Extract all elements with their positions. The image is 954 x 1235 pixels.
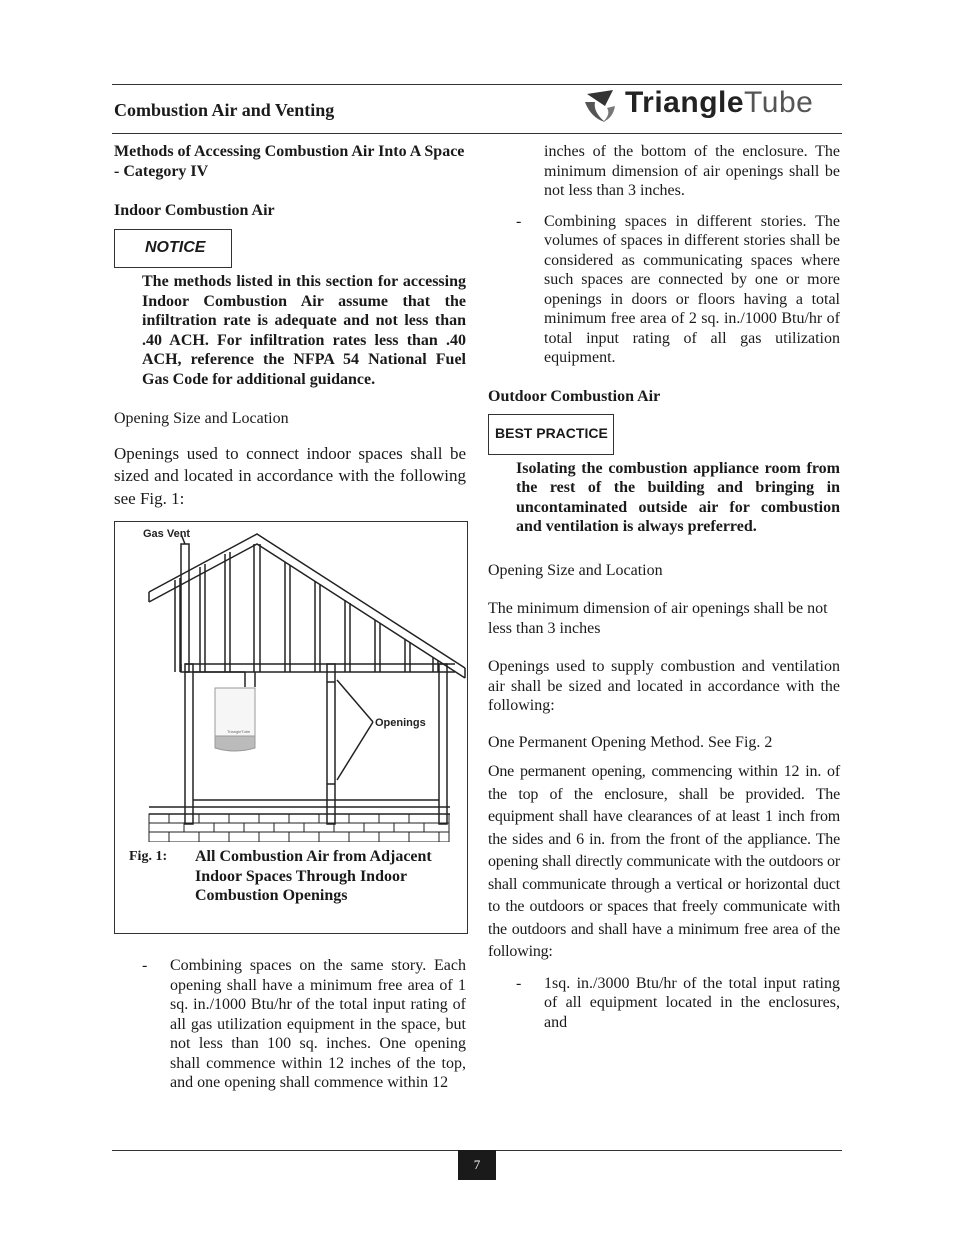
list-dash: - bbox=[516, 212, 522, 230]
outdoor-heading: Outdoor Combustion Air bbox=[488, 387, 661, 405]
figure-caption-text: All Combustion Air from Adjacent Indoor Spaces Through Indoor Combustion Openings bbox=[195, 848, 432, 904]
boiler-brand-label: TriangleTube bbox=[227, 729, 251, 734]
building-diagram bbox=[115, 522, 467, 842]
list-item bbox=[488, 974, 840, 1033]
logo-wordmark bbox=[625, 86, 813, 120]
openings-label: Openings bbox=[375, 717, 426, 729]
list-item bbox=[488, 212, 840, 368]
best-practice-text: Isolating the combustion appliance room from the rest of the building and bringing in uncontaminated outside air for combustion and ventilation is always preferred. bbox=[516, 459, 840, 535]
methods-heading: Methods of Accessing Combustion Air Into A Space - Category IV bbox=[114, 143, 465, 180]
one-permanent-opening-heading: One Permanent Opening Method. See Fig. 2 bbox=[488, 733, 773, 751]
section-title: Combustion Air and Venting bbox=[114, 100, 335, 120]
bullet-same-story-continued: inches of the bottom of the enclosure. The minimum dimension of air openings shall be not less than 3 inches. bbox=[544, 143, 840, 199]
page-number: 7 bbox=[458, 1150, 496, 1180]
min-dimension-text: The minimum dimension of air openings shall be not less than 3 inches bbox=[488, 600, 828, 637]
right-column bbox=[488, 142, 840, 1032]
list-item bbox=[114, 956, 466, 1093]
indoor-heading: Indoor Combustion Air bbox=[114, 202, 275, 219]
gas-vent-label: Gas Vent bbox=[143, 528, 191, 540]
best-practice-label: BEST PRACTICE bbox=[488, 414, 614, 455]
header-top-rule bbox=[112, 84, 842, 85]
opening-text: Openings used to connect indoor spaces shall be sized and located in accordance with the following see Fig. 1: bbox=[114, 443, 466, 508]
list-dash: - bbox=[142, 957, 148, 974]
list-item bbox=[488, 142, 840, 201]
logo-wordmark-bold: Triangle bbox=[625, 86, 745, 119]
one-permanent-opening-text: One permanent opening, commencing within 12 in. of the top of the enclosure, shall be provided. The equipment shall have clearances of at least 1 inch from the sides and 6 in. from the front of the appliance. The opening shall directly communicate with the outdoors or shall communicate through a vertical or horizontal duct to the outdoors or spaces that freely communicate with the outdoors and shall have a minimum free area of the following: bbox=[488, 763, 840, 960]
left-column bbox=[114, 142, 466, 1093]
triangle-tube-logo bbox=[583, 88, 843, 126]
boiler-unit bbox=[215, 688, 255, 751]
openings-supply-text: Openings used to supply combustion and ventilation air shall be sized and located in accordance with the following: bbox=[488, 658, 840, 714]
figure-1 bbox=[114, 521, 468, 934]
bullet-input-rating: 1sq. in./3000 Btu/hr of the total input rating of all equipment located in the enclosures, and bbox=[544, 974, 840, 1031]
opening-size-label-outdoor: Opening Size and Location bbox=[488, 561, 663, 579]
notice-text: The methods listed in this section for accessing Indoor Combustion Air assume that the infiltration rate is adequate and not less than .40 ACH. For infiltration rates less than .40 ACH, reference the NFPA 54 National Fuel Gas Code for additional guidance. bbox=[142, 273, 466, 388]
logo-wordmark-light: Tube bbox=[744, 86, 814, 119]
figure-caption-label: Fig. 1: bbox=[129, 849, 168, 864]
bullet-different-stories: Combining spaces in different stories. The volumes of spaces in different stories shall be considered as communicating spaces where such spaces are connected by one or more openings in doors or floors having a total minimum free area of 2 sq. in./1000 Btu/hr of total input rating of all gas utilization equipment. bbox=[544, 212, 840, 366]
opening-size-label: Opening Size and Location bbox=[114, 410, 289, 427]
triangle-tube-logo-icon bbox=[583, 88, 617, 124]
list-dash: - bbox=[516, 974, 522, 992]
notice-label: NOTICE bbox=[114, 229, 232, 269]
header-bottom-rule bbox=[112, 133, 842, 134]
bullet-same-story: Combining spaces on the same story. Each opening shall have a minimum free area of 1 sq. in./1000 Btu/hr of the total input rating of all gas utilization equipment in the space, but not less than 100 sq. inches. One opening shall commence within 12 inches of the top, and one opening shall commence within 12 bbox=[170, 957, 466, 1091]
